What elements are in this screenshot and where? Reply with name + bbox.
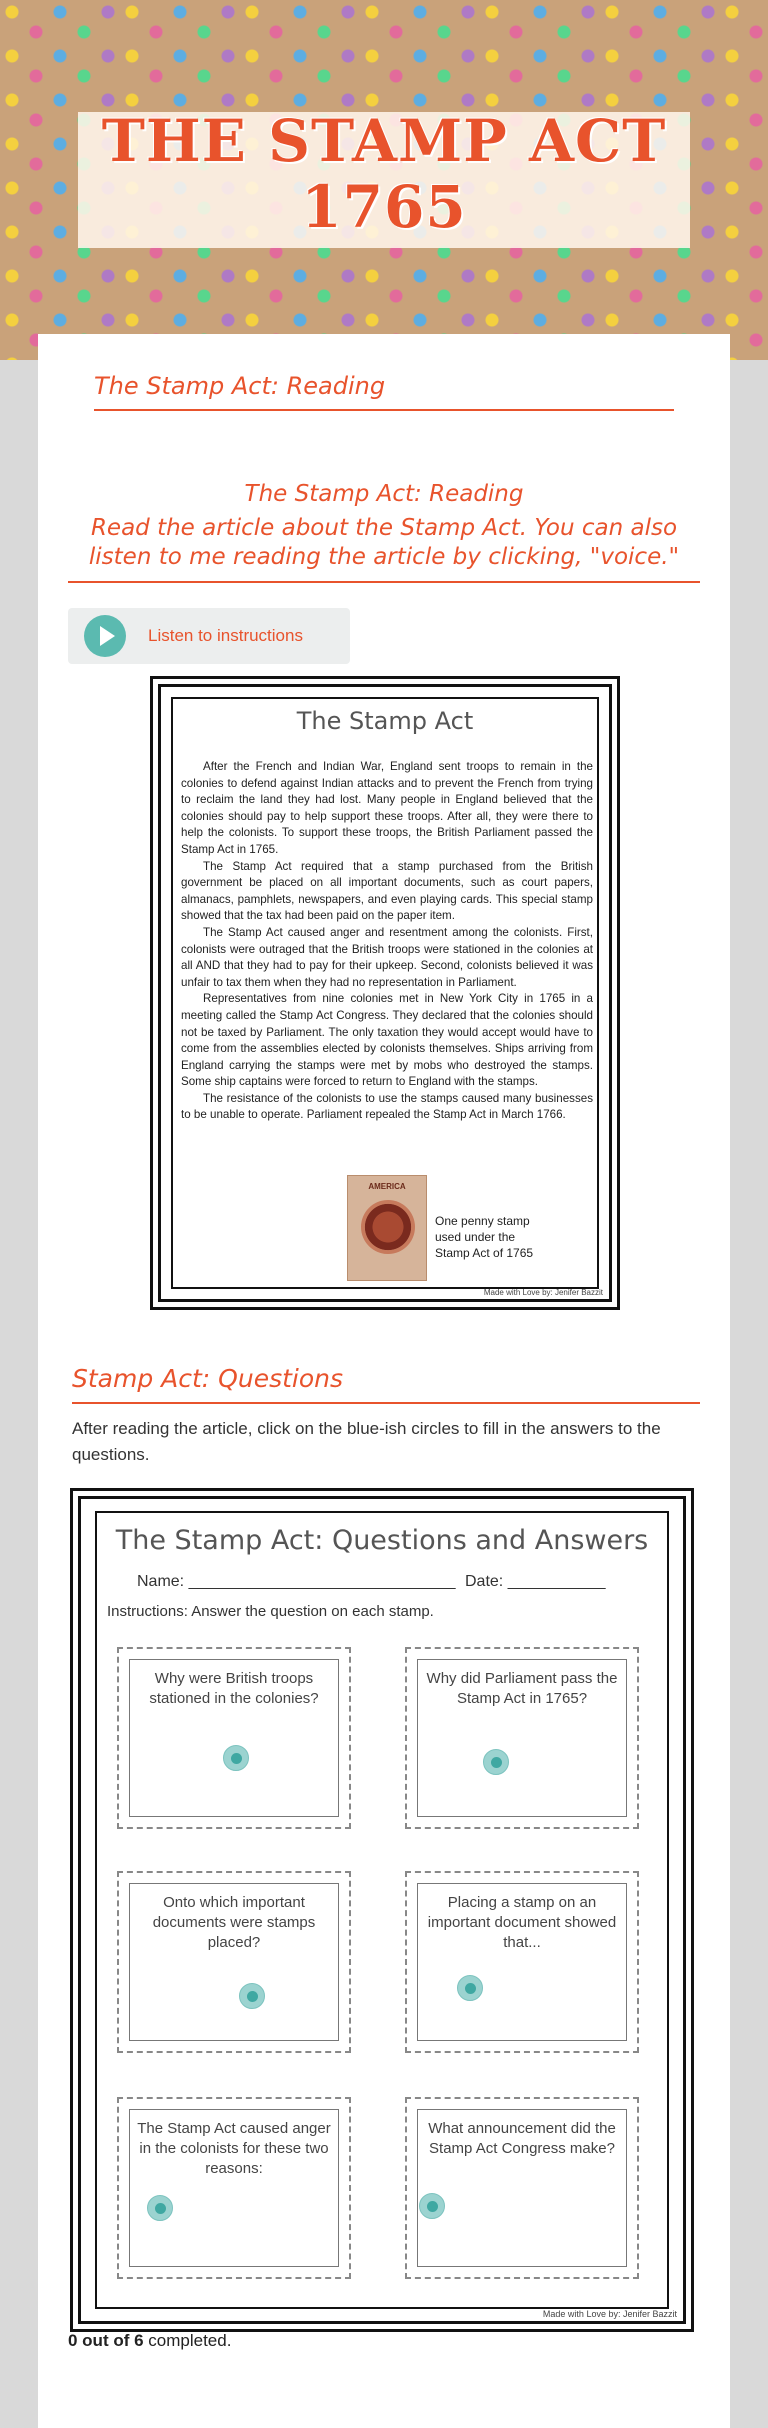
article-title: The Stamp Act bbox=[296, 707, 474, 735]
question-stamp bbox=[405, 1647, 639, 1829]
question-stamp bbox=[405, 1871, 639, 2053]
worksheet-credit: Made with Love by: Jenifer Bazzit bbox=[483, 1288, 603, 1297]
stamp-caption: One penny stamp used under the Stamp Act of 1765 bbox=[435, 1214, 534, 1260]
article-paragraph: The Stamp Act required that a stamp purchased from the British government be placed on all important documents, such as court papers, almanacs, pamphlets, newspapers, and even playing cards. This special stamp showed that the tax had been paid on the paper item. bbox=[181, 859, 593, 923]
completion-suffix: completed. bbox=[143, 2331, 232, 2350]
section-divider bbox=[68, 581, 700, 583]
answer-hotspot[interactable] bbox=[223, 1745, 249, 1771]
answer-hotspot[interactable] bbox=[239, 1983, 265, 2009]
answer-hotspot[interactable] bbox=[483, 1749, 509, 1775]
question-stamp bbox=[117, 1647, 351, 1829]
question-stamp bbox=[117, 1871, 351, 2053]
article-paragraph: After the French and Indian War, England sent troops to remain in the colonies to defend against Indian attacks and to prevent the French from trying to reclaim the land they had lost. Many people in England believed that the colonies should pay to help support these troops. After all, they were there to help the colonists. To support these troops, the British Parliament passed the Stamp Act in 1765. bbox=[181, 760, 593, 856]
page-title: THE STAMP ACT 1765 bbox=[101, 107, 667, 241]
stamp-label: AMERICA bbox=[368, 1182, 406, 1191]
answer-hotspot[interactable] bbox=[419, 2193, 445, 2219]
question-text: The Stamp Act caused anger in the colonists for these two reasons: bbox=[137, 2120, 331, 2177]
worksheet-instructions: Instructions: Answer the question on each stamp. bbox=[107, 1603, 434, 1620]
reading-heading: The Stamp Act: Reading bbox=[244, 481, 524, 507]
answer-hotspot[interactable] bbox=[147, 2195, 173, 2221]
article-worksheet bbox=[158, 684, 612, 1302]
question-text: Placing a stamp on an important document showed that... bbox=[427, 1894, 617, 1951]
date-field-label: Date: ___________ bbox=[465, 1573, 606, 1590]
play-icon[interactable] bbox=[84, 615, 126, 657]
completion-status bbox=[68, 2331, 231, 2351]
question-text: Why were British troops stationed in the colonies? bbox=[149, 1670, 319, 1707]
completion-count: 0 out of 6 bbox=[68, 2331, 144, 2350]
header-banner bbox=[0, 0, 768, 360]
article-paragraph: The Stamp Act caused anger and resentment among the colonists. First, colonists were outraged that the British troops were stationed in the colonies at all AND that they had to pay for their upkeep. Second, colonists believed it was unfair to tax them when they had no representation in Parliament. bbox=[181, 925, 593, 989]
reading-instruction: Read the article about the Stamp Act. You can also listen to me reading the article by clicking, "voice." bbox=[88, 515, 680, 570]
section-divider bbox=[94, 409, 674, 411]
penny-stamp-image bbox=[347, 1175, 427, 1281]
article-paragraph: Representatives from nine colonies met in New York City in 1765 in a meeting called the Stamp Act Congress. They declared that the colonies should not be taxed by Parliament. The only taxation they would accept would have to come from the assemblies elected by colonists themselves. Ships arriving from England carrying the stamps were met by mobs who destroyed the stamps. Some ship captains were forced to return to England with the stamps. bbox=[181, 992, 593, 1089]
question-text: Why did Parliament pass the Stamp Act in 1765? bbox=[426, 1670, 618, 1707]
section-divider bbox=[72, 1402, 700, 1404]
question-stamp bbox=[405, 2097, 639, 2279]
questions-title: The Stamp Act: Questions and Answers bbox=[115, 1525, 649, 1556]
questions-instruction: After reading the article, click on the blue-ish circles to fill in the answers to the questions. bbox=[72, 1419, 661, 1464]
section-title-reading: The Stamp Act: Reading bbox=[94, 372, 386, 400]
question-stamp bbox=[117, 2097, 351, 2279]
article-body bbox=[181, 759, 593, 1124]
question-text: Onto which important documents were stamps placed? bbox=[152, 1894, 316, 1951]
listen-button[interactable] bbox=[68, 608, 350, 664]
question-text: What announcement did the Stamp Act Congress make? bbox=[428, 2120, 616, 2157]
name-field-label: Name: ______________________________ bbox=[137, 1573, 456, 1590]
section-title-questions: Stamp Act: Questions bbox=[72, 1364, 344, 1393]
questions-worksheet bbox=[78, 1496, 686, 2324]
article-paragraph: The resistance of the colonists to use the stamps caused many businesses to be unable to operate. Parliament repealed the Stamp Act in March 1766. bbox=[181, 1091, 593, 1122]
stamp-seal-icon bbox=[361, 1200, 415, 1254]
worksheet-credit: Made with Love by: Jenifer Bazzit bbox=[542, 2309, 677, 2319]
answer-hotspot[interactable] bbox=[457, 1975, 483, 2001]
listen-button-label: Listen to instructions bbox=[148, 626, 303, 645]
